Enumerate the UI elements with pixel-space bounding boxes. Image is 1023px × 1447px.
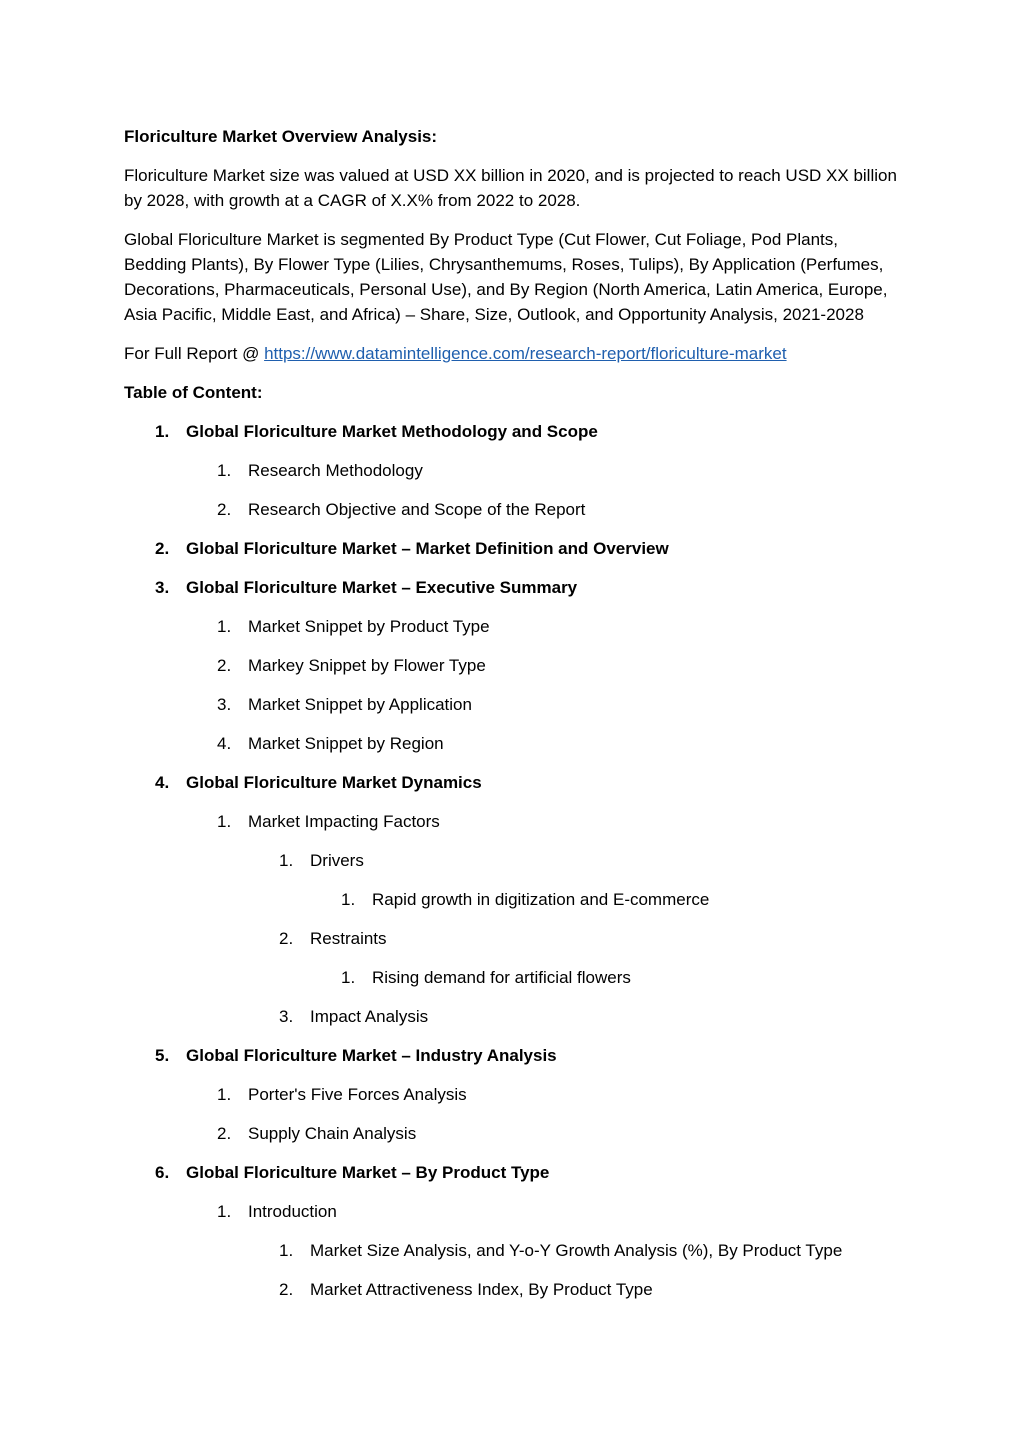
toc-item-text: Market Impacting Factors (248, 812, 440, 831)
toc-item (124, 692, 904, 717)
toc-item (124, 419, 904, 444)
toc-item (124, 1004, 904, 1029)
market-size-paragraph: Floriculture Market size was valued at USD XX billion in 2020, and is projected to reach USD XX billion by 2028, with growth at a CAGR of X.X% from 2022 to 2028. (124, 166, 897, 210)
toc-item-text: Global Floriculture Market – Industry Analysis (186, 1046, 557, 1065)
toc-item-number: 5. (155, 1046, 170, 1065)
toc-item-number: 1. (341, 890, 356, 909)
toc-item-number: 3. (155, 578, 170, 597)
segmentation-paragraph: Global Floriculture Market is segmented By Product Type (Cut Flower, Cut Foliage, Pod Plants, Bedding Plants), By Flower Type (Lilies, Chrysanthemums, Roses, Tulips), By Application (Perfumes, Decorations, Pharmaceuticals, Personal Use), and By Region (North America, Latin America, Europe, Asia Pacific, Middle East, and Africa) – Share, Size, Outlook, and Opportunity Analysis, 2021-2028 (124, 230, 888, 324)
toc-item-number: 3. (279, 1007, 294, 1026)
full-report-label: For Full Report @ (124, 344, 265, 363)
toc-item-text: Introduction (248, 1202, 337, 1221)
full-report-link[interactable]: https://www.datamintelligence.com/research-report/floriculture-market (264, 344, 787, 363)
toc-item (124, 1160, 904, 1185)
toc-item (124, 1277, 904, 1302)
toc-item-text: Market Attractiveness Index, By Product Type (310, 1280, 653, 1299)
toc-item (124, 536, 904, 561)
toc-item-text: Global Floriculture Market Methodology and Scope (186, 422, 598, 441)
overview-heading: Floriculture Market Overview Analysis: (124, 127, 438, 146)
toc-item-text: Supply Chain Analysis (248, 1124, 417, 1143)
toc-item (124, 809, 904, 834)
toc-item-text: Research Methodology (248, 461, 423, 480)
toc-item-number: 2. (217, 1124, 232, 1143)
toc-item-text: Global Floriculture Market – By Product Type (186, 1163, 550, 1182)
toc-item (124, 1238, 904, 1263)
toc-item (124, 848, 904, 873)
toc-item-number: 1. (217, 461, 232, 480)
toc-item-number: 2. (279, 929, 294, 948)
toc-item-text: Drivers (310, 851, 364, 870)
toc-item-text: Market Snippet by Application (248, 695, 472, 714)
toc-item (124, 926, 904, 951)
toc-item-text: Market Snippet by Product Type (248, 617, 490, 636)
toc-item-number: 1. (217, 1085, 232, 1104)
toc-item (124, 1199, 904, 1224)
toc-item (124, 575, 904, 600)
toc-item-number: 4. (155, 773, 170, 792)
toc-item-text: Restraints (310, 929, 387, 948)
document-page (124, 124, 904, 1316)
toc-item-number: 1. (279, 1241, 294, 1260)
toc-item-number: 1. (341, 968, 356, 987)
toc-item-text: Global Floriculture Market – Executive Summary (186, 578, 578, 597)
toc-item (124, 1082, 904, 1107)
toc-item-number: 2. (217, 500, 232, 519)
toc-item-text: Global Floriculture Market Dynamics (186, 773, 482, 792)
toc-item (124, 1043, 904, 1068)
toc-item (124, 1121, 904, 1146)
toc-item (124, 497, 904, 522)
table-of-contents (124, 419, 904, 1302)
toc-item-number: 2. (279, 1280, 294, 1299)
toc-item-number: 1. (279, 851, 294, 870)
toc-item-number: 2. (217, 656, 232, 675)
toc-item (124, 653, 904, 678)
toc-item-text: Impact Analysis (310, 1007, 429, 1026)
toc-item-text: Research Objective and Scope of the Report (248, 500, 586, 519)
toc-item-text: Porter's Five Forces Analysis (248, 1085, 467, 1104)
toc-item-text: Global Floriculture Market – Market Definition and Overview (186, 539, 669, 558)
toc-item-number: 1. (217, 812, 232, 831)
toc-item-text: Rapid growth in digitization and E-commerce (372, 890, 710, 909)
toc-item-number: 4. (217, 734, 232, 753)
toc-item (124, 731, 904, 756)
toc-item-text: Market Snippet by Region (248, 734, 444, 753)
toc-item (124, 614, 904, 639)
toc-item-number: 3. (217, 695, 232, 714)
toc-item-number: 1. (217, 617, 232, 636)
toc-item (124, 770, 904, 795)
toc-item (124, 458, 904, 483)
full-report-line (124, 341, 904, 366)
toc-item-number: 6. (155, 1163, 170, 1182)
toc-item-text: Market Size Analysis, and Y-o-Y Growth Analysis (%), By Product Type (310, 1241, 843, 1260)
toc-item-text: Markey Snippet by Flower Type (248, 656, 486, 675)
toc-item-number: 1. (217, 1202, 232, 1221)
toc-item (124, 887, 904, 912)
toc-item-text: Rising demand for artificial flowers (372, 968, 631, 987)
toc-heading: Table of Content: (124, 383, 263, 402)
toc-item-number: 2. (155, 539, 170, 558)
toc-item (124, 965, 904, 990)
toc-item-number: 1. (155, 422, 170, 441)
